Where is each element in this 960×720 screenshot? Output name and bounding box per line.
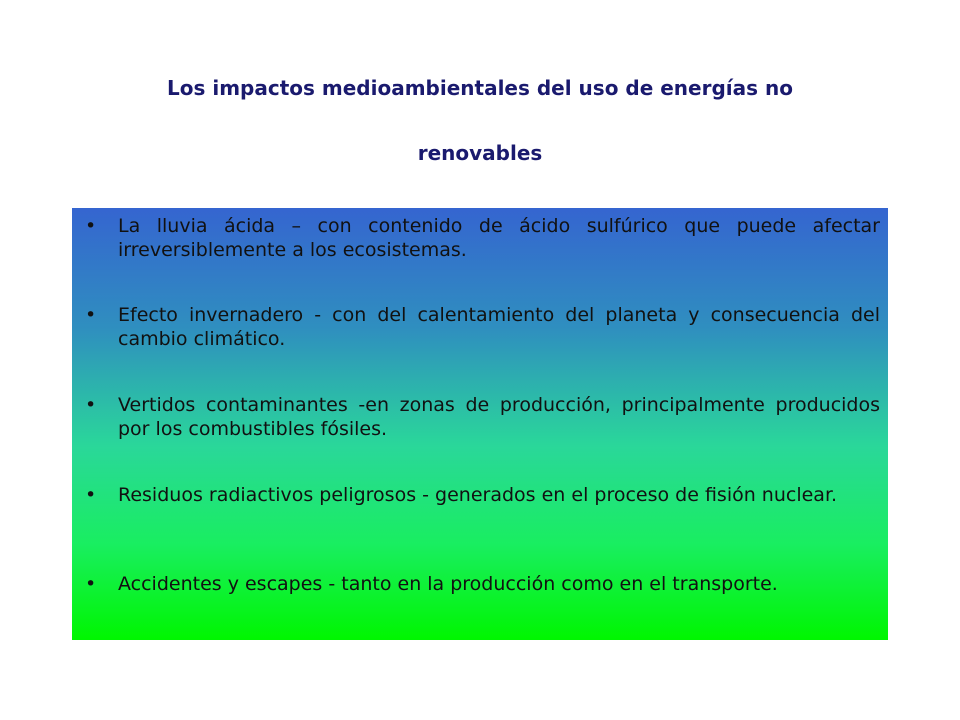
bullet-text: Accidentes y escapes - tanto en la producción como en el transporte. [118, 573, 778, 595]
bullet-item-greenhouse-effect [72, 303, 888, 363]
content-panel [72, 208, 888, 640]
bullet-text: Vertidos contaminantes -en zonas de producción, principalmente producidos por los combustibles fósiles. [118, 394, 880, 440]
slide-title-line-2: renovables [417, 141, 543, 165]
bullet-item-accidents-leaks [72, 572, 888, 632]
bullet-marker: • [85, 394, 97, 416]
bullet-marker: • [85, 215, 97, 237]
bullet-item-radioactive-waste [72, 483, 888, 543]
bullet-marker: • [85, 573, 97, 595]
bullet-item-acid-rain [72, 214, 888, 274]
bullet-text: Efecto invernadero - con del calentamiento del planeta y consecuencia del cambio climático. [118, 304, 880, 350]
bullet-text: Residuos radiactivos peligrosos - generados en el proceso de fisión nuclear. [118, 484, 838, 506]
bullet-text: La lluvia ácida – con contenido de ácido sulfúrico que puede afectar irreversiblemente a los ecosistemas. [118, 215, 880, 261]
bullet-marker: • [85, 304, 97, 326]
bullet-item-pollutant-discharges [72, 393, 888, 453]
slide-title-line-1: Los impactos medioambientales del uso de energías no [167, 76, 793, 100]
bullet-marker: • [85, 484, 97, 506]
